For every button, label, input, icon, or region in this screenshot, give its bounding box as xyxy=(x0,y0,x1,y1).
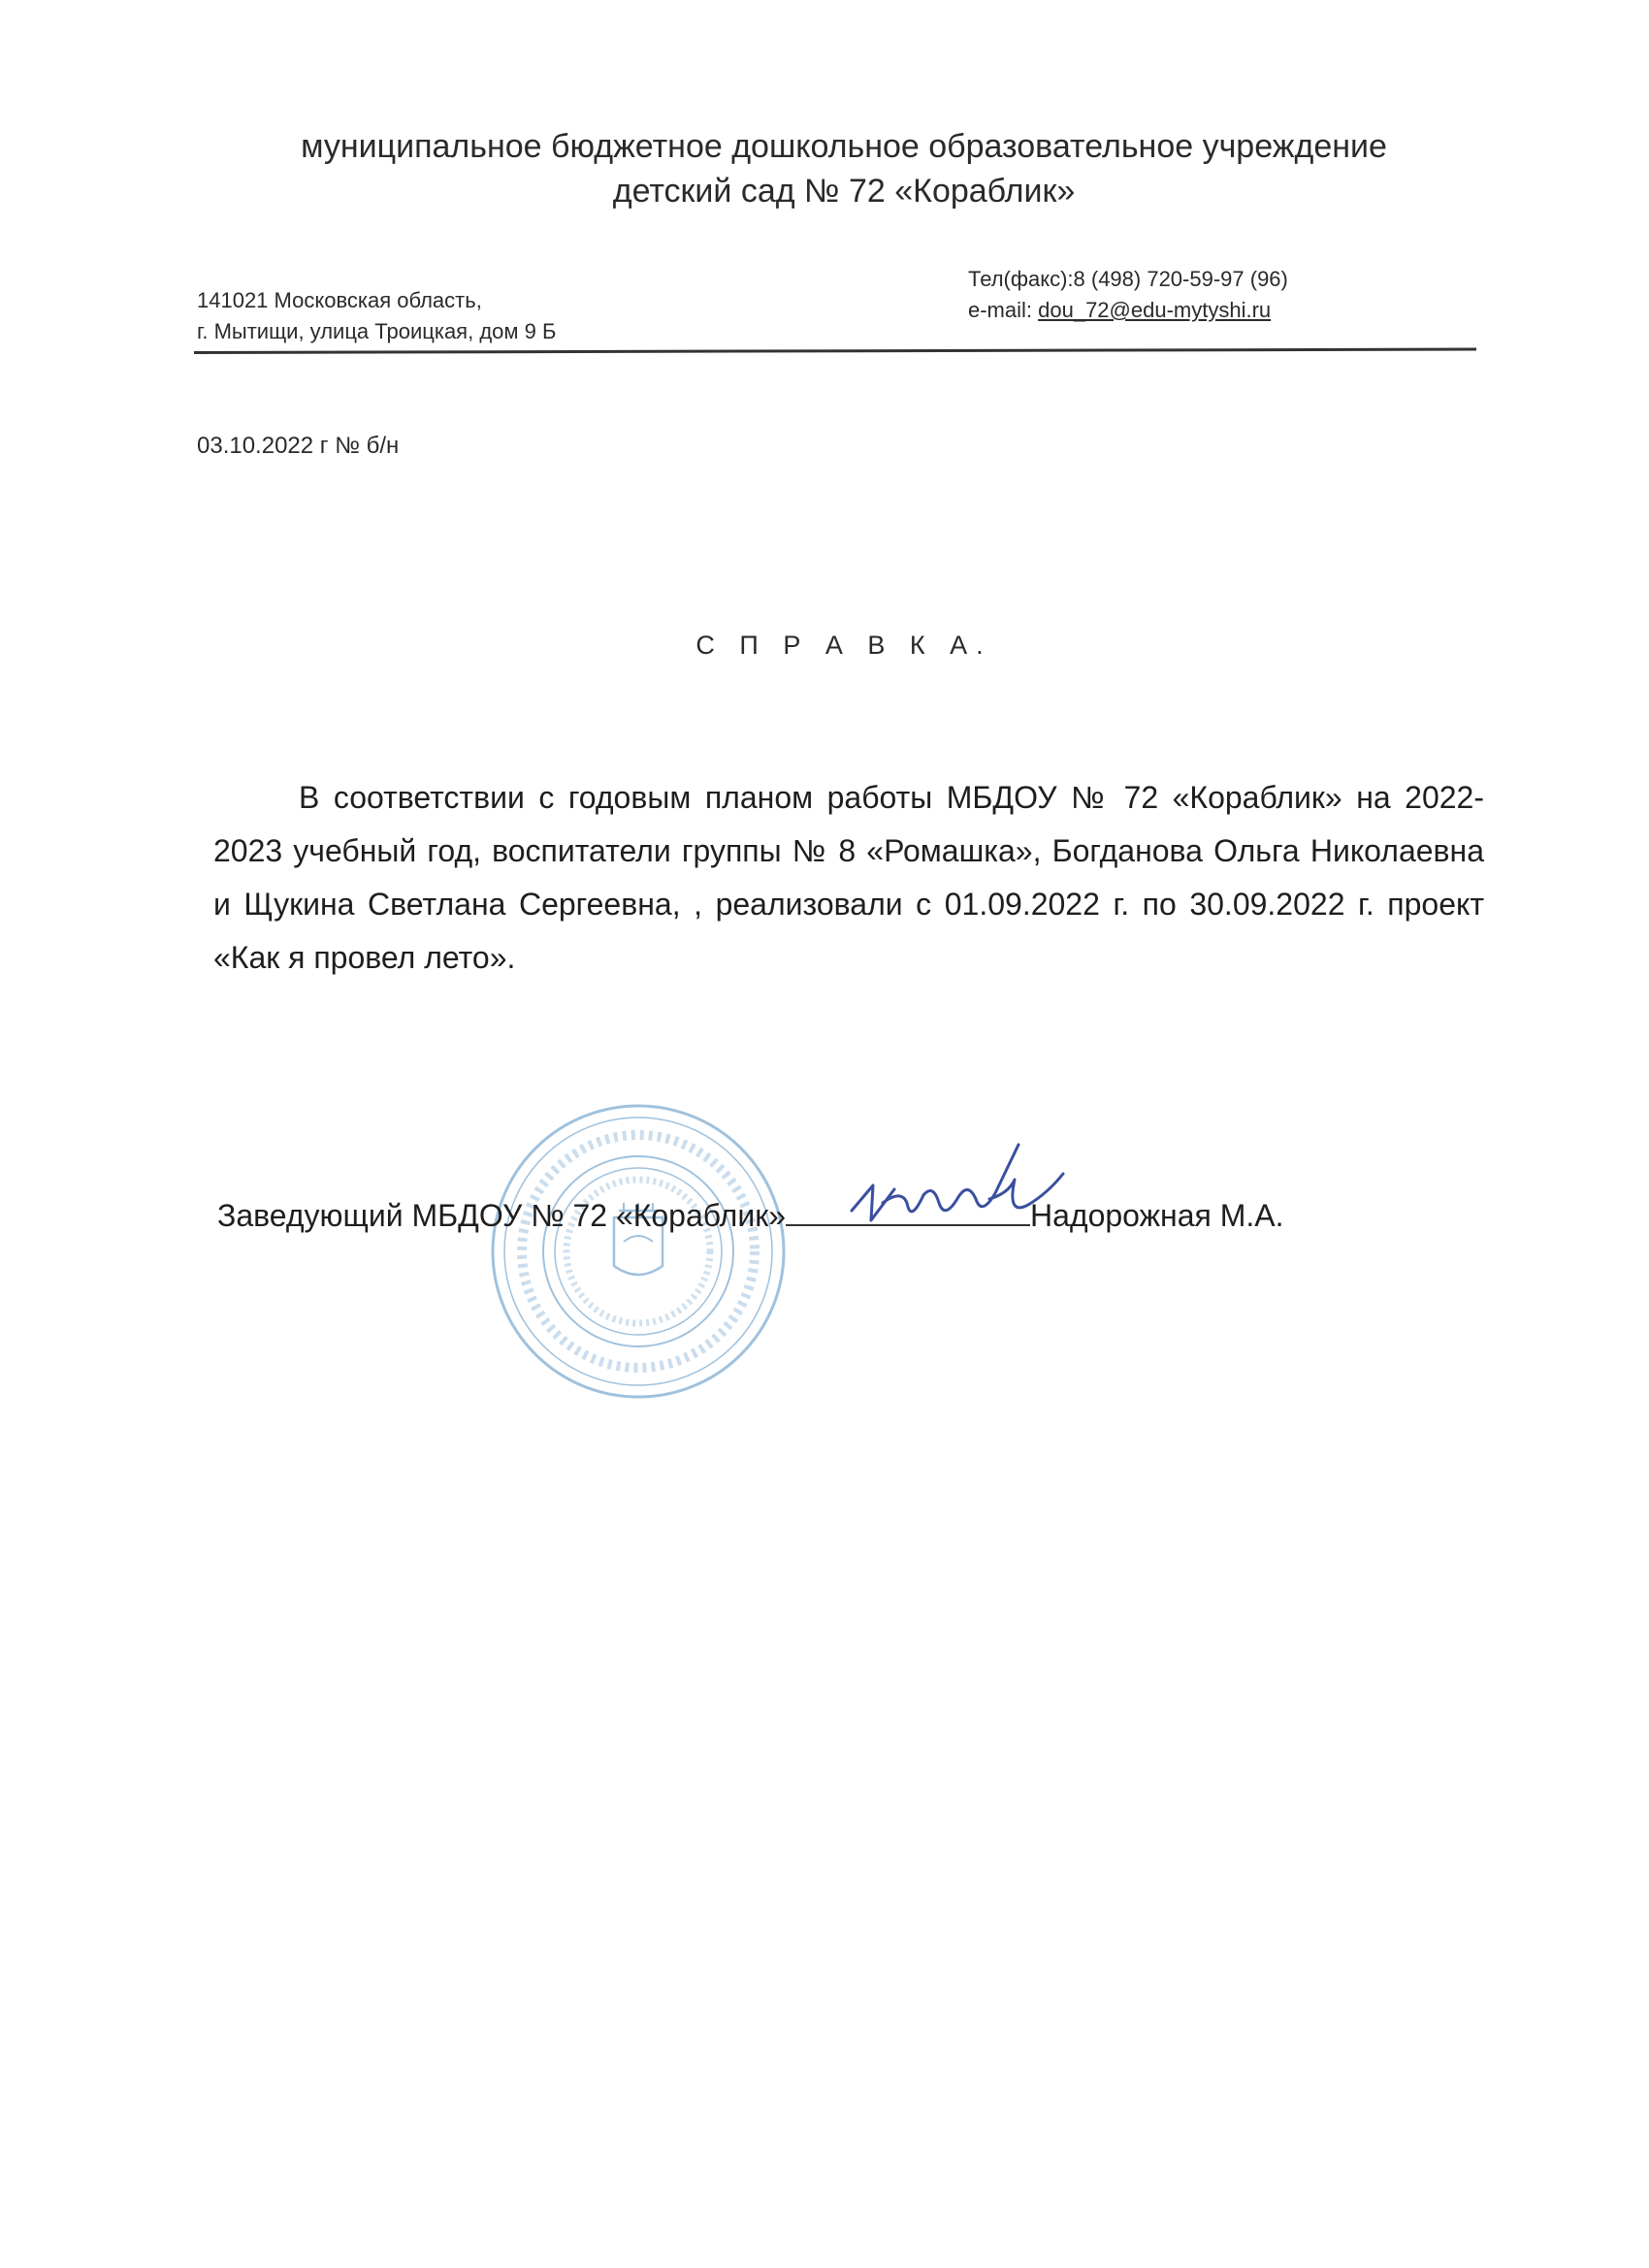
email-line xyxy=(968,295,1288,326)
contact-info xyxy=(968,264,1288,326)
signature-blank-line xyxy=(786,1195,1030,1226)
document-date-number: 03.10.2022 г № б/н xyxy=(197,433,400,459)
email-label: e-mail: xyxy=(968,298,1039,322)
document-title: С П Р А В К А. xyxy=(695,631,992,660)
handwritten-signature xyxy=(844,1135,1077,1251)
signature-block xyxy=(217,1195,1283,1234)
organization-name-line-1: муниципальное бюджетное дошкольное образовательное учреждение xyxy=(301,128,1387,165)
header-divider xyxy=(194,348,1476,354)
address-line-1: 141021 Московская область, xyxy=(197,288,482,312)
signatory-position: Заведующий МБДОУ № 72 «Кораблик» xyxy=(217,1198,786,1233)
email-link[interactable]: dou_72@edu-mytyshi.ru xyxy=(1038,298,1272,322)
official-seal-stamp xyxy=(483,1096,793,1407)
postal-address xyxy=(197,285,556,347)
document-body: В соответствии с годовым планом работы МБДОУ № 72 «Кораблик» на 2022-2023 учебный год, воспитатели группы № 8 «Ромашка», Богданова Ольга Николаевна и Щукина Светлана Сергеевна, , реализовали с 01.09.2022 г. по 30.09.2022 г. проект «Как я провел лето». xyxy=(213,780,1484,975)
phone-fax: Тел(факс):8 (498) 720-59-97 (96) xyxy=(968,267,1288,291)
signatory-name: Надорожная М.А. xyxy=(1030,1198,1284,1233)
organization-name xyxy=(184,124,1504,213)
organization-name-line-2: детский сад № 72 «Кораблик» xyxy=(612,173,1076,210)
address-line-2: г. Мытищи, улица Троицкая, дом 9 Б xyxy=(197,319,557,343)
